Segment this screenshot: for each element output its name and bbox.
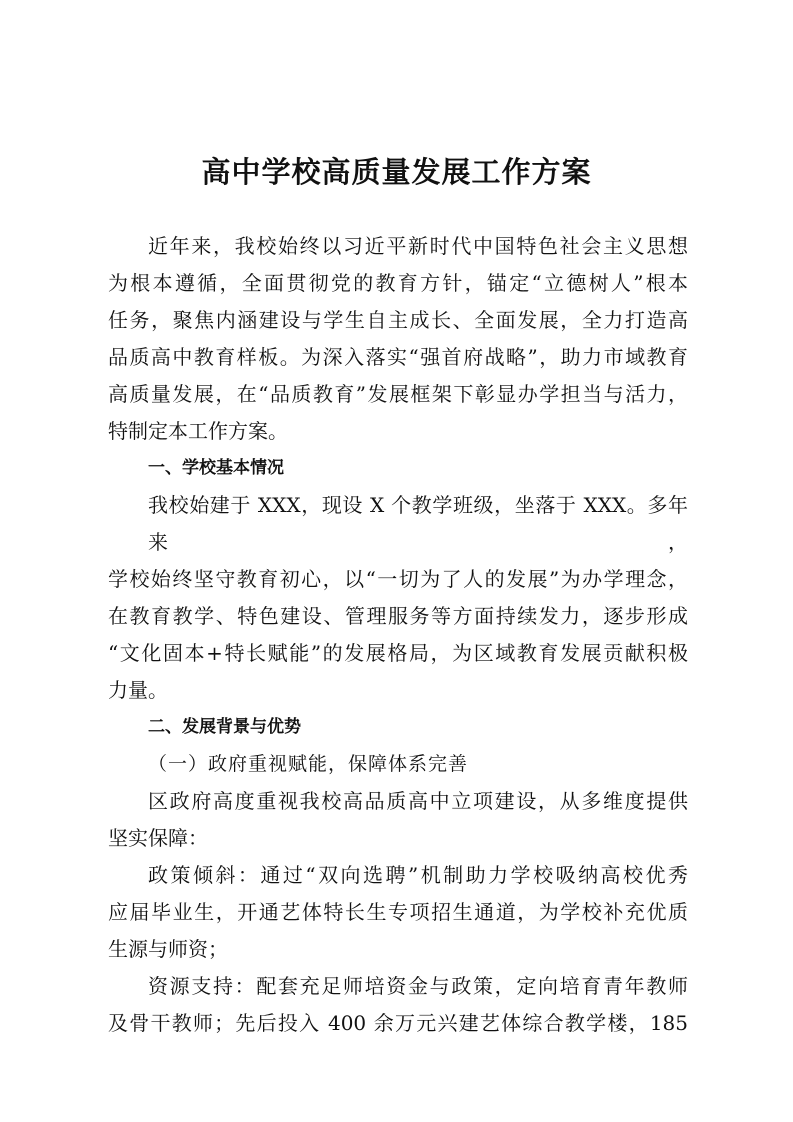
text-line: “文化固本+特长赋能”的发展格局，为区域教育发展贡献积极 [108,641,688,665]
subsection-heading: （一）政府重视赋能，保障体系完善 [148,753,469,775]
text-line: 及骨干教师；先后投入 400 余万元兴建艺体综合教学楼，185 [108,1011,688,1035]
text-line: 政策倾斜：通过“双向选聘”机制助力学校吸纳高校优秀 [148,863,688,887]
text-line: 坚实保障： [108,826,208,850]
document-title: 高中学校高质量发展工作方案 [201,155,592,189]
text-line: 应届毕业生，开通艺体特长生专项招生通道，为学校补充优质 [108,900,688,924]
text-line: 区政府高度重视我校高品质高中立项建设，从多维度提供 [148,789,688,813]
text-line: 在教育教学、特色建设、管理服务等方面持续发力，逐步形成 [108,604,688,628]
text-line: 高质量发展，在“品质教育”发展框架下彰显办学担当与活力， [108,382,688,406]
document-body [108,228,688,1042]
text-line: 为根本遵循，全面贯彻党的教育方针，锚定“立德树人”根本 [108,271,688,295]
intro-paragraph [108,228,688,450]
text-line: 力量。 [108,678,168,702]
section2-paragraph-2 [108,857,688,968]
text-line: 生源与师资； [108,937,228,961]
section2-paragraph-1 [108,783,688,857]
section2-paragraph-3 [108,968,688,1042]
text-line: 资源支持：配套充足师培资金与政策，定向培育青年教师 [148,974,688,998]
text-line: 任务，聚焦内涵建设与学生自主成长、全面发展，全力打造高 [108,308,688,332]
section-heading-1: 一、学校基本情况 [148,458,284,478]
text-line: 特制定本工作方案。 [108,419,288,443]
text-line: 我校始建于 XXX，现设 X 个教学班级，坐落于 XXX。多年来， [148,493,688,554]
section1-paragraph [108,487,688,709]
section-heading-2: 二、发展背景与优势 [148,717,301,737]
text-line: 近年来，我校始终以习近平新时代中国特色社会主义思想 [148,234,688,258]
text-line: 学校始终坚守教育初心，以“一切为了人的发展”为办学理念， [108,567,688,591]
text-line: 品质高中教育样板。为深入落实“强首府战略”，助力市域教育 [108,345,688,369]
